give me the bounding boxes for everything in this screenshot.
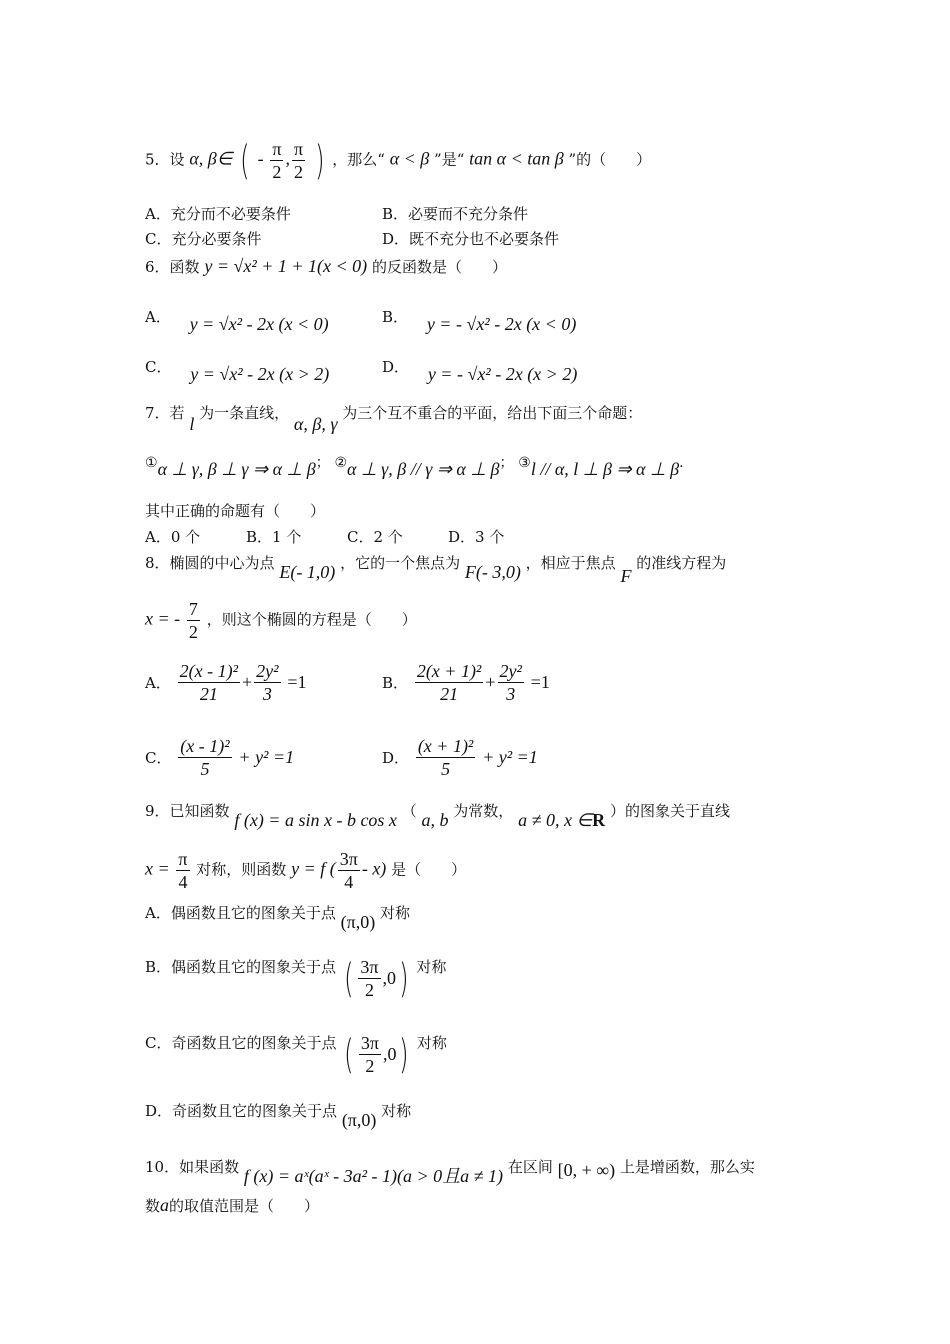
q8-a-label: A． xyxy=(145,674,171,692)
q8-focus-symbol: F xyxy=(620,566,632,586)
q8-a-frac2 xyxy=(254,660,280,705)
q9-mid3: 对称，则函数 xyxy=(196,860,287,879)
q8-b-rest: =1 xyxy=(530,672,550,692)
q7-sep-1: ； xyxy=(315,455,330,471)
q8-frac xyxy=(187,598,200,643)
q8-a-frac1 xyxy=(178,660,240,705)
q8-c-rest: + y² =1 xyxy=(238,747,295,767)
q9-b-den: 2 xyxy=(364,980,374,1000)
q5-frac-1-num: π xyxy=(272,139,282,159)
q8-frac-den: 2 xyxy=(188,622,198,642)
q8-option-a: A． $\frac{\text{2(x - 1)²}}{21}$ + $\frac{\text{2y²}}{3}$ =1 xyxy=(145,661,307,704)
q9-frac-1 xyxy=(176,848,189,893)
q8-b-den: 21 xyxy=(440,684,459,704)
q8-b-frac1 xyxy=(415,660,484,705)
left-paren: ( xyxy=(240,137,250,184)
q5-option-c: C．充分必要条件 xyxy=(145,230,262,248)
q9-end: 是（ ） xyxy=(391,860,467,879)
q8-a-num: 2(x - 1)² xyxy=(179,661,238,681)
q9-b-frac xyxy=(358,956,380,1001)
q9-d-text: D．奇函数且它的图象关于点 xyxy=(145,1102,338,1120)
q8-c-num: (x - 1)² xyxy=(180,736,230,756)
q9-g: y = f ( xyxy=(291,858,336,879)
q8-d-den: 5 xyxy=(441,759,451,779)
q8-d-frac xyxy=(416,735,476,780)
q6-d-expr: y = - √x² - 2x (x > 2) xyxy=(427,364,578,384)
q9-option-b xyxy=(145,956,446,1001)
q9-a-end: 对称 xyxy=(379,904,410,922)
q5-cond2: tan α < tan β xyxy=(469,148,564,169)
q8-mid1: ，它的一个焦点为 xyxy=(340,554,461,572)
q9-R: R xyxy=(592,810,606,830)
q9-b-text: B．偶函数且它的图象关于点 xyxy=(145,958,337,976)
q9-frac-1-num: π xyxy=(178,849,188,869)
q8-d-num: (x + 1)² xyxy=(417,736,474,756)
question-10 xyxy=(145,1152,755,1186)
q9-c-text: C．奇函数且它的图象关于点 xyxy=(145,1034,337,1052)
q9-b-end: 对称 xyxy=(416,958,447,976)
q8-a-rest: =1 xyxy=(287,672,307,692)
q10-a: a xyxy=(160,1195,170,1215)
q9-c-end: 对称 xyxy=(416,1034,447,1052)
question-8 xyxy=(145,552,727,586)
q5-frac-2-den: 2 xyxy=(294,162,304,182)
q7-line-l: l xyxy=(189,414,195,434)
q5-vars: α, β∈ xyxy=(189,148,233,169)
q6-function: y = √x² + 1 + 1(x < 0) xyxy=(204,256,368,276)
left-paren: ( xyxy=(344,1031,354,1078)
q6-a-label: A． xyxy=(145,308,171,326)
q8-b-den2: 3 xyxy=(506,684,516,704)
q5-option-d: D．既不充分也不必要条件 xyxy=(382,230,560,248)
q5-cond1: α < β xyxy=(389,148,430,169)
q8-mid3: 的准线方程为 xyxy=(636,554,727,572)
q6-option-d xyxy=(382,356,578,384)
q7-prefix: 7．若 xyxy=(145,404,185,422)
q6-a-expr: y = √x² - 2x (x < 0) xyxy=(189,314,329,334)
q7-sep-3: . xyxy=(679,455,684,471)
q9-frac-1-den: 4 xyxy=(178,872,188,892)
right-paren: ) xyxy=(314,137,325,184)
q7-prop-3: l // α, l ⊥ β ⇒ α ⊥ β xyxy=(530,459,680,479)
q10-mid1: 在区间 xyxy=(507,1158,553,1176)
q7-prop-1: α ⊥ γ, β ⊥ γ ⇒ α ⊥ β xyxy=(157,459,316,479)
q6-option-c xyxy=(145,356,330,384)
q5-option-b: B．必要而不充分条件 xyxy=(382,205,529,223)
question-9 xyxy=(145,800,730,830)
q5-frac-2-num: π xyxy=(293,139,304,159)
q8-b-frac2 xyxy=(498,660,524,705)
q8-center: E(- 1,0) xyxy=(279,562,336,582)
q10-interval: [0, + ∞) xyxy=(557,1160,616,1180)
q9-lparen: （ xyxy=(401,802,417,820)
q8-c-den: 5 xyxy=(200,759,210,779)
q6-d-label: D． xyxy=(382,358,410,376)
q9-b-tail: ,0 xyxy=(382,968,397,988)
q8-c-label: C． xyxy=(145,749,172,767)
q9-option-d xyxy=(145,1100,412,1130)
q5-end: ”的（ ） xyxy=(568,150,652,169)
q9-frac-2-num: 3π xyxy=(339,849,358,869)
question-6 xyxy=(145,256,507,277)
q7-circle-2: ② xyxy=(334,455,348,471)
q8-d-label: D． xyxy=(382,749,410,767)
q7-sep-2: ； xyxy=(499,455,514,471)
q10-line2a: 数 xyxy=(145,1197,161,1215)
q9-frac-2 xyxy=(338,848,360,893)
q8-a-num2: 2y² xyxy=(256,661,279,681)
q5-frac-2 xyxy=(292,138,305,183)
q8-directrix xyxy=(145,598,417,643)
q9-g2: - x) xyxy=(361,858,387,879)
q9-b-num: 3π xyxy=(360,957,379,977)
question-5: 5．设 α, β∈ ( - $\frac{\pi}{2}$ , $\frac{\pi}{2}$ ) ，那么“ α < β ”是“ tan α < tan β ”的（ ） xyxy=(145,137,652,184)
q9-c-den: 2 xyxy=(365,1056,375,1076)
q5-mid2: ”是“ xyxy=(434,150,465,169)
q9-line2 xyxy=(145,848,466,893)
q8-frac-num: 7 xyxy=(188,599,198,619)
q9-c-num: 3π xyxy=(360,1033,379,1053)
q5-neg: - xyxy=(257,148,264,169)
q7-planes: α, β, γ xyxy=(293,414,338,434)
right-paren: ) xyxy=(399,955,409,1002)
q7-option-c: C．2 个 xyxy=(347,528,403,546)
q7-option-d: D．3 个 xyxy=(448,528,505,546)
q8-d-rest: + y² =1 xyxy=(482,747,538,767)
q8-end: ，则这个椭圆的方程是（ ） xyxy=(206,610,417,629)
q8-x-eq: x = - xyxy=(145,608,181,629)
q8-c-frac xyxy=(178,735,231,780)
q9-a-point: (π,0) xyxy=(340,912,376,932)
q9-d-end: 对称 xyxy=(381,1102,412,1120)
right-paren: ) xyxy=(399,1031,409,1078)
q9-cond: a ≠ 0, x ∈ xyxy=(518,810,593,830)
q7-option-b: B．1 个 xyxy=(246,528,302,546)
q5-option-a: A．充分而不必要条件 xyxy=(145,205,291,223)
left-paren: ( xyxy=(343,955,354,1002)
q9-prefix: 9．已知函数 xyxy=(145,802,230,820)
q8-b-label: B． xyxy=(382,674,409,692)
q10-mid2: 上是增函数，那么实 xyxy=(619,1158,755,1176)
q9-option-a xyxy=(145,902,410,932)
q9-ab: a, b xyxy=(421,810,449,830)
q8-b-num2: 2y² xyxy=(499,661,522,681)
q6-b-expr: y = - √x² - 2x (x < 0) xyxy=(426,314,577,334)
q8-a-den: 21 xyxy=(199,684,218,704)
question-7 xyxy=(145,402,643,434)
q6-option-b xyxy=(382,306,577,334)
q7-option-a: A．0 个 xyxy=(145,528,201,546)
q9-x-eq: x = xyxy=(145,858,170,879)
q10-function: f (x) = aˣ(aˣ - 3a² - 1)(a > 0且a ≠ 1) xyxy=(243,1166,504,1186)
q5-frac-1 xyxy=(270,138,283,183)
q7-prop-2: α ⊥ γ, β // γ ⇒ α ⊥ β xyxy=(347,459,500,479)
q6-c-expr: y = √x² - 2x (x > 2) xyxy=(190,364,330,384)
q5-prefix: 5．设 xyxy=(145,150,185,169)
q9-c-frac xyxy=(359,1032,381,1077)
q7-mid2: 为三个互不重合的平面，给出下面三个命题： xyxy=(342,404,643,422)
q8-prefix: 8．椭圆的中心为点 xyxy=(145,554,275,572)
q6-end: 的反函数是（ ） xyxy=(371,258,507,276)
q7-circle-3: ③ xyxy=(518,455,531,471)
q9-c-tail: ,0 xyxy=(382,1044,397,1064)
q7-circle-1: ① xyxy=(145,455,158,471)
q8-option-b: B． $\frac{\text{2(x + 1)²}}{21}$ + $\frac{\text{2y²}}{3}$ =1 xyxy=(382,661,550,704)
q10-prefix: 10．如果函数 xyxy=(145,1158,240,1176)
q6-option-a xyxy=(145,306,329,334)
q7-question: 其中正确的命题有（ ） xyxy=(145,502,326,520)
q9-d-point: (π,0) xyxy=(341,1110,377,1130)
q8-option-c xyxy=(145,735,294,780)
q6-b-label: B． xyxy=(382,308,409,326)
q8-mid2: ，相应于焦点 xyxy=(525,554,616,572)
q7-mid1: 为一条直线， xyxy=(199,404,290,422)
q8-focus: F(- 3,0) xyxy=(464,562,521,582)
q7-propositions xyxy=(145,452,684,480)
q9-function: f (x) = a sin x - b cos x xyxy=(234,810,397,830)
q8-option-d xyxy=(382,735,538,780)
q5-mid1: ，那么“ xyxy=(332,150,385,169)
q5-frac-1-den: 2 xyxy=(272,162,282,182)
q9-frac-2-den: 4 xyxy=(344,872,354,892)
q9-a-text: A．偶函数且它的图象关于点 xyxy=(145,904,336,922)
q6-c-label: C． xyxy=(145,358,172,376)
q10-line2 xyxy=(145,1195,319,1216)
q9-mid1: 为常数， xyxy=(453,802,514,820)
q10-line2b: 的取值范围是（ ） xyxy=(169,1197,320,1215)
q9-mid2: ）的图象关于直线 xyxy=(609,802,730,820)
q9-option-c xyxy=(145,1032,447,1077)
q8-a-den2: 3 xyxy=(262,684,272,704)
q8-b-num: 2(x + 1)² xyxy=(416,661,482,681)
q6-prefix: 6．函数 xyxy=(145,258,200,276)
